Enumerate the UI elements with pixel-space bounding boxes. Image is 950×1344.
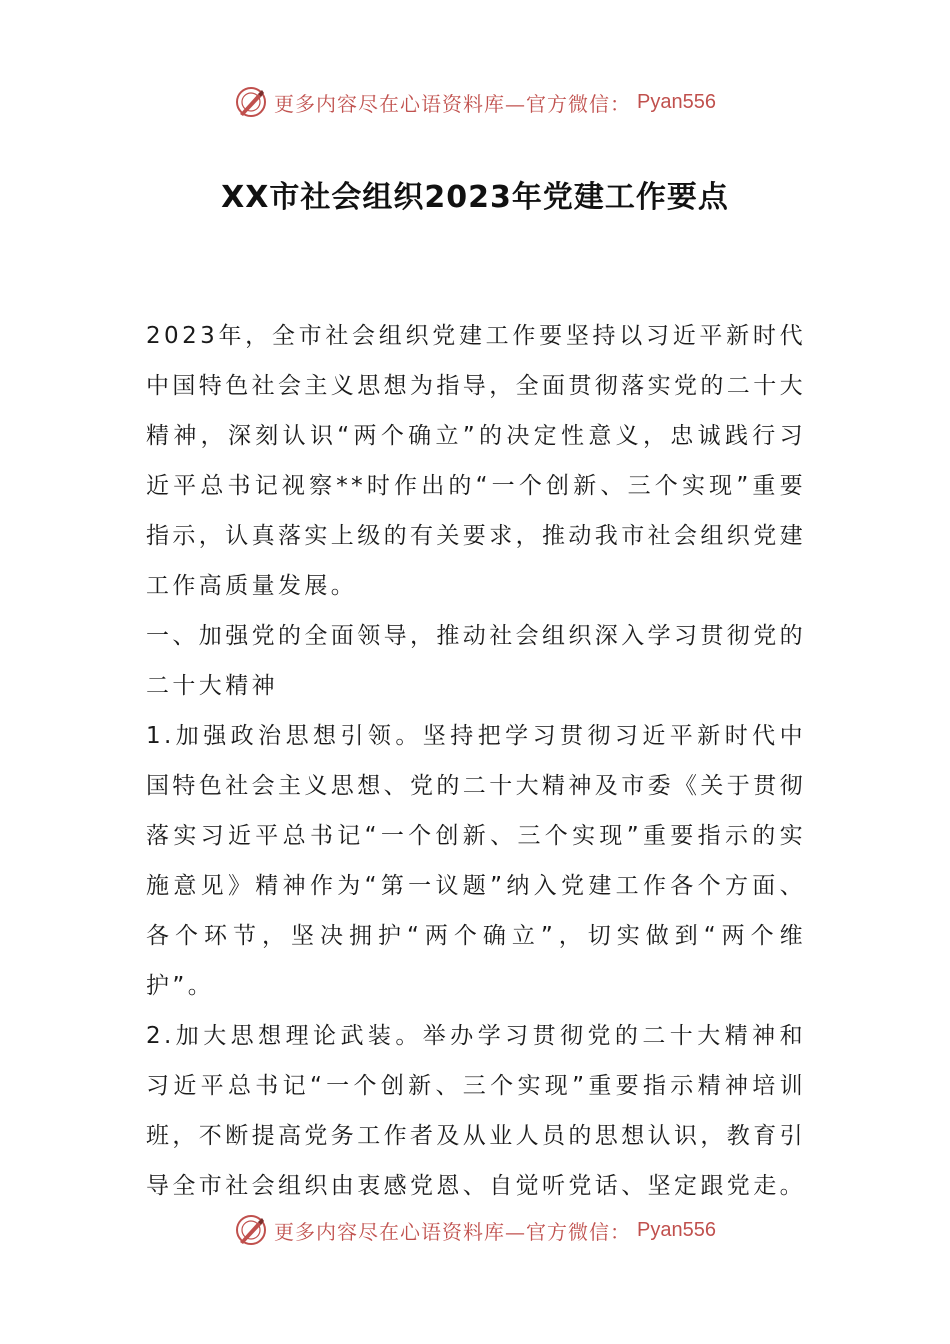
header-banner (0, 82, 950, 122)
document-title: XX市社会组织2023年党建工作要点 (221, 180, 729, 215)
banner-wechat-id: Pyan556 (637, 1218, 716, 1241)
banner-text: 更多内容尽在心语资料库—官方微信： (274, 91, 632, 116)
paragraph-item-1: 1.加强政治思想引领。坚持把学习贯彻习近平新时代中国特色社会主义思想、党的二十大精神及市委《关于贯彻落实习近平总书记“一个创新、三个实现”重要指示的实施意见》精神作为“第一议题”纳入党建工作各个方面、各个环节，坚决拥护“两个确立”，切实做到“两个维护”。 (146, 723, 806, 999)
paragraph-item-2: 2.加大思想理论武装。举办学习贯彻党的二十大精神和习近平总书记“一个创新、三个实现”重要指示精神培训班，不断提高党务工作者及从业人员的思想认识，教育引导全市社会组织由衷感党恩、自觉听党话、坚定跟党走。 (146, 1023, 806, 1199)
pen-logo-icon (234, 85, 268, 119)
banner-wechat-id: Pyan556 (637, 90, 716, 113)
footer-banner (0, 1210, 950, 1250)
banner-text: 更多内容尽在心语资料库—官方微信： (274, 1219, 632, 1244)
pen-logo-icon (234, 1213, 268, 1247)
paragraph-intro: 2023年，全市社会组织党建工作要坚持以习近平新时代中国特色社会主义思想为指导，全面贯彻落实党的二十大精神，深刻认识“两个确立”的决定性意义，忠诚践行习近平总书记视察**时作出的“一个创新、三个实现”重要指示，认真落实上级的有关要求，推动我市社会组织党建工作高质量发展。 (146, 323, 806, 599)
document-body (146, 311, 806, 1211)
section-heading-1: 一、加强党的全面领导，推动社会组织深入学习贯彻党的二十大精神 (146, 623, 806, 699)
